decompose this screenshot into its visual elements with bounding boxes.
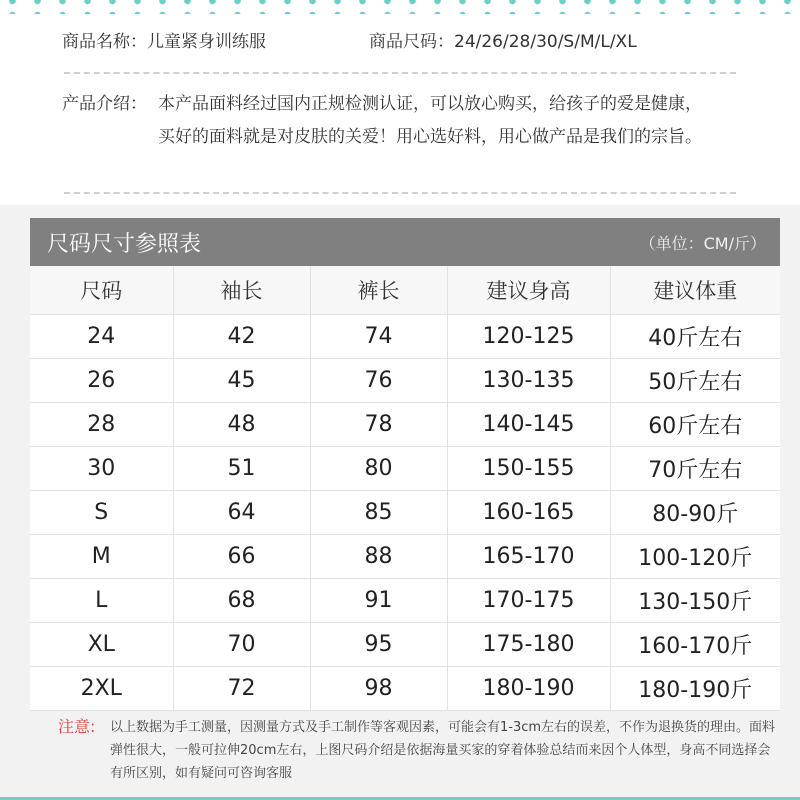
cell-sleeve: 42 — [173, 315, 310, 359]
cell-size: 2XL — [30, 667, 173, 711]
size-chart — [30, 218, 780, 711]
cell-size: S — [30, 491, 173, 535]
cell-size: 26 — [30, 359, 173, 403]
cell-size: 30 — [30, 447, 173, 491]
table-row — [30, 359, 780, 403]
cell-pants: 91 — [310, 579, 447, 623]
table-row — [30, 315, 780, 359]
note-text: 以上数据为手工测量，因测量方式及手工制作等客观因素，可能会有1-3cm左右的误差，不作为退换货的理由。面料弹性很大，一般可拉伸20cm左右，上图尺码介绍是依据海量买家的穿着体验总结而来因个人体型，身高不同选择会有所区别，如有疑问可咨询客服 — [110, 720, 776, 781]
cell-pants: 85 — [310, 491, 447, 535]
header-sleeve-length: 袖长 — [173, 266, 310, 315]
description-label: 产品介绍： — [62, 94, 147, 114]
cell-weight: 60斤左右 — [610, 403, 780, 447]
cell-height: 165-170 — [447, 535, 610, 579]
description-text: 本产品面料经过国内正规检测认证，可以放心购买，给孩子的爱是健康，买好的面料就是对皮肤的关爱！用心选好料，用心做产品是我们的宗旨。 — [158, 94, 702, 147]
cell-size: 28 — [30, 403, 173, 447]
cell-pants: 78 — [310, 403, 447, 447]
cell-sleeve: 45 — [173, 359, 310, 403]
cell-sleeve: 51 — [173, 447, 310, 491]
table-row — [30, 491, 780, 535]
cell-sleeve: 70 — [173, 623, 310, 667]
cell-sleeve: 68 — [173, 579, 310, 623]
table-header-row — [30, 266, 780, 315]
cell-weight: 40斤左右 — [610, 315, 780, 359]
table-row — [30, 447, 780, 491]
size-table — [30, 266, 780, 711]
cell-height: 170-175 — [447, 579, 610, 623]
cell-weight: 100-120斤 — [610, 535, 780, 579]
cell-pants: 74 — [310, 315, 447, 359]
header-size: 尺码 — [30, 266, 173, 315]
size-chart-title: 尺码尺寸参照表 — [47, 231, 202, 257]
table-row — [30, 667, 780, 711]
table-row — [30, 623, 780, 667]
cell-pants: 76 — [310, 359, 447, 403]
note-section — [58, 716, 778, 785]
cell-pants: 88 — [310, 535, 447, 579]
product-sizes: 商品尺码：24/26/28/30/S/M/L/XL — [369, 32, 637, 52]
table-row — [30, 535, 780, 579]
cell-pants: 80 — [310, 447, 447, 491]
divider-top — [64, 72, 736, 74]
table-row — [30, 579, 780, 623]
cell-height: 150-155 — [447, 447, 610, 491]
cell-sleeve: 48 — [173, 403, 310, 447]
product-name: 商品名称：儿童紧身训练服 — [62, 32, 266, 52]
table-row — [30, 403, 780, 447]
header-suggested-height: 建议身高 — [447, 266, 610, 315]
cell-weight: 160-170斤 — [610, 623, 780, 667]
cell-weight: 130-150斤 — [610, 579, 780, 623]
cell-size: XL — [30, 623, 173, 667]
cell-height: 180-190 — [447, 667, 610, 711]
cell-height: 120-125 — [447, 315, 610, 359]
note-label: 注意: — [58, 717, 96, 736]
header-suggested-weight: 建议体重 — [610, 266, 780, 315]
cell-height: 160-165 — [447, 491, 610, 535]
cell-height: 140-145 — [447, 403, 610, 447]
cell-sleeve: 66 — [173, 535, 310, 579]
cell-pants: 98 — [310, 667, 447, 711]
divider-bottom — [64, 192, 736, 194]
cell-pants: 95 — [310, 623, 447, 667]
cell-weight: 180-190斤 — [610, 667, 780, 711]
size-chart-title-bar — [30, 218, 780, 266]
cell-size: M — [30, 535, 173, 579]
cell-weight: 70斤左右 — [610, 447, 780, 491]
cell-height: 175-180 — [447, 623, 610, 667]
cell-sleeve: 72 — [173, 667, 310, 711]
cell-size: 24 — [30, 315, 173, 359]
cell-height: 130-135 — [447, 359, 610, 403]
header-pants-length: 裤长 — [310, 266, 447, 315]
size-chart-unit: （单位：CM/斤） — [639, 233, 766, 253]
product-description — [62, 88, 702, 154]
top-dot-border — [0, 0, 800, 14]
cell-sleeve: 64 — [173, 491, 310, 535]
cell-weight: 50斤左右 — [610, 359, 780, 403]
cell-weight: 80-90斤 — [610, 491, 780, 535]
cell-size: L — [30, 579, 173, 623]
